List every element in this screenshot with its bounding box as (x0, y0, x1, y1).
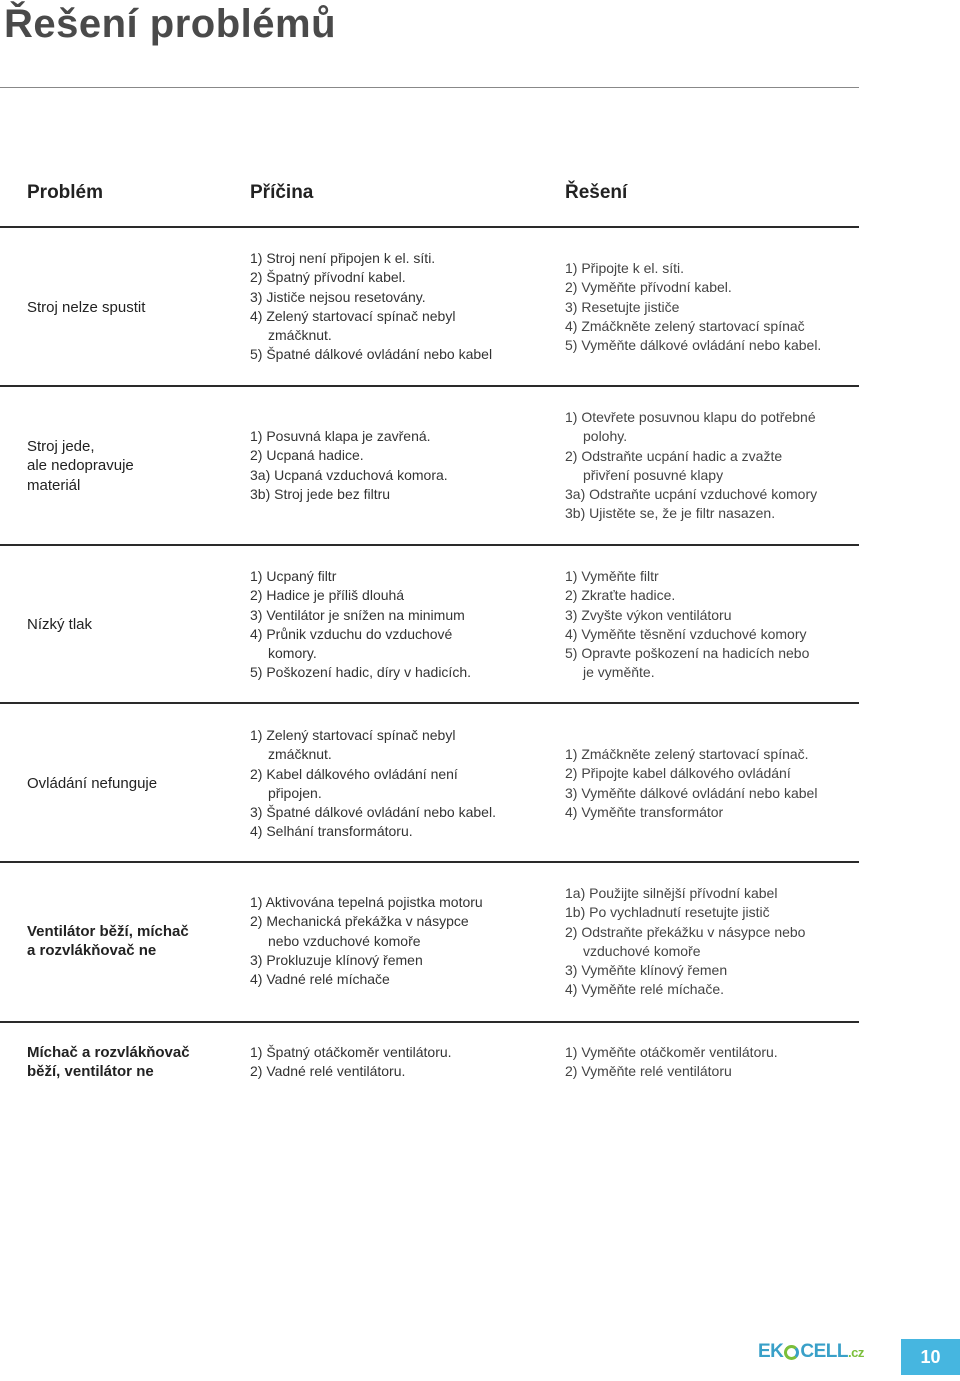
title-divider (0, 87, 859, 88)
header-solution: Řešení (565, 182, 628, 203)
solution-line: 1) Vyměňte otáčkoměr ventilátoru. (565, 1044, 778, 1060)
cause-line: zmáčknut. (268, 327, 332, 344)
solution-line: 5) Vyměňte dálkové ovládání nebo kabel. (565, 337, 822, 354)
solution-line: 4) Vyměňte transformátor (565, 803, 724, 820)
cause-line: komory. (268, 645, 317, 662)
row-divider (0, 702, 859, 704)
solution-line: polohy. (583, 428, 628, 445)
solution-cell (565, 408, 860, 524)
cause-line: připojen. (268, 784, 322, 801)
row-divider (0, 1021, 859, 1023)
problem-line: běží, ventilátor ne (27, 1063, 154, 1081)
problem-cell (27, 437, 237, 495)
solution-line: 2) Vyměňte relé ventilátoru (565, 1063, 732, 1080)
problem-line: materiál (27, 476, 81, 494)
row-divider (0, 544, 859, 546)
header-divider (0, 226, 859, 228)
cause-line: 5) Špatné dálkové ovládání nebo kabel (250, 346, 493, 363)
cause-line: 5) Poškození hadic, díry v hadicích. (250, 664, 471, 681)
logo-text-cz: .cz (848, 1345, 864, 1360)
cause-cell (250, 567, 545, 683)
table-header (0, 182, 859, 212)
problem-cell (27, 774, 237, 793)
problem-cell (27, 922, 237, 961)
solution-cell (565, 567, 860, 683)
cause-cell (250, 249, 545, 365)
cause-line: 1) Stroj není připojen k el. síti. (250, 250, 436, 266)
row-divider (0, 861, 859, 863)
solution-line: 3b) Ujistěte se, že je filtr nasazen. (565, 505, 776, 522)
problem-line: Ovládání nefunguje (27, 775, 158, 792)
logo-recycle-icon (784, 1345, 799, 1360)
solution-line: 3) Resetujte jističe (565, 298, 680, 315)
solution-line: 3) Zvyšte výkon ventilátoru (565, 606, 732, 623)
cause-cell (250, 427, 545, 504)
solution-line: 1) Vyměňte filtr (565, 568, 659, 584)
solution-cell (565, 1043, 860, 1082)
page-title: Řešení problémů (4, 2, 337, 46)
problem-cell (27, 298, 237, 317)
cause-line: 3) Jističe nejsou resetovány. (250, 288, 426, 305)
cause-line: 2) Špatný přívodní kabel. (250, 269, 406, 286)
cause-line: 3a) Ucpaná vzduchová komora. (250, 466, 448, 483)
solution-cell (565, 884, 860, 1000)
cause-line: 2) Vadné relé ventilátoru. (250, 1063, 406, 1080)
solution-line: 1) Připojte k el. síti. (565, 260, 685, 276)
solution-line: 2) Odstraňte ucpání hadic a zvažte (565, 447, 783, 464)
solution-line: 1) Zmáčkněte zelený startovací spínač. (565, 746, 809, 762)
cause-line: 4) Průnik vzduchu do vzduchové (250, 625, 453, 642)
solution-line: vzduchové komoře (583, 942, 701, 959)
solution-line: 2) Vyměňte přívodní kabel. (565, 279, 732, 296)
solution-line: 2) Zkraťte hadice. (565, 587, 676, 604)
solution-line: 5) Opravte poškození na hadicích nebo (565, 645, 810, 662)
solution-line: 4) Vyměňte relé míchače. (565, 981, 724, 998)
cause-line: 2) Ucpaná hadice. (250, 447, 364, 464)
solution-line: 1) Otevřete posuvnou klapu do potřebné (565, 409, 816, 425)
solution-cell (565, 259, 860, 355)
cause-line: 1) Zelený startovací spínač nebyl (250, 727, 456, 743)
cause-line: 1) Špatný otáčkoměr ventilátoru. (250, 1044, 452, 1060)
problem-line: Stroj jede, (27, 438, 95, 455)
cause-line: 1) Posuvná klapa je zavřená. (250, 428, 431, 444)
problem-line: Nízký tlak (27, 616, 93, 633)
cause-line: 1) Ucpaný filtr (250, 568, 337, 584)
cause-line: 3) Ventilátor je snížen na minimum (250, 606, 465, 623)
header-cause: Příčina (250, 182, 314, 203)
solution-line: 3a) Odstraňte ucpání vzduchové komory (565, 486, 818, 503)
page-number: 10 (901, 1339, 960, 1375)
cause-line: 1) Aktivována tepelná pojistka motoru (250, 894, 483, 910)
cause-line: 3b) Stroj jede bez filtru (250, 485, 391, 502)
logo-text-ek: EK (758, 1341, 784, 1362)
cause-cell (250, 726, 545, 842)
header-problem: Problém (27, 182, 104, 203)
problem-line: Míchač a rozvlákňovač (27, 1044, 190, 1061)
solution-line: 4) Vyměňte těsnění vzduchové komory (565, 625, 807, 642)
cause-line: 4) Zelený startovací spínač nebyl (250, 307, 456, 324)
cause-line: nebo vzduchové komoře (268, 932, 421, 949)
cause-cell (250, 893, 545, 989)
solution-line: je vyměňte. (583, 664, 655, 681)
solution-line: přivření posuvné klapy (583, 466, 724, 483)
cause-line: 4) Selhání transformátoru. (250, 823, 413, 840)
problem-line: Ventilátor běží, míchač (27, 923, 189, 940)
solution-line: 4) Zmáčkněte zelený startovací spínač (565, 317, 805, 334)
solution-line: 1a) Použijte silnější přívodní kabel (565, 885, 778, 901)
solution-line: 2) Připojte kabel dálkového ovládání (565, 765, 791, 782)
ekocell-logo (758, 1341, 864, 1369)
problem-line: a rozvlákňovač ne (27, 942, 157, 960)
logo-text-cell: CELL (800, 1341, 849, 1362)
solution-line: 3) Vyměňte klínový řemen (565, 962, 728, 979)
cause-line: 2) Hadice je příliš dlouhá (250, 587, 405, 604)
solution-line: 1b) Po vychladnutí resetujte jistič (565, 904, 770, 921)
problem-cell (27, 1043, 237, 1082)
problem-cell (27, 615, 237, 634)
problem-line: Stroj nelze spustit (27, 299, 146, 316)
solution-line: 3) Vyměňte dálkové ovládání nebo kabel (565, 784, 818, 801)
cause-line: 3) Prokluzuje klínový řemen (250, 951, 423, 968)
solution-line: 2) Odstraňte překážku v násypce nebo (565, 923, 806, 940)
cause-line: 3) Špatné dálkové ovládání nebo kabel. (250, 804, 496, 821)
cause-cell (250, 1043, 545, 1082)
cause-line: 4) Vadné relé míchače (250, 971, 390, 988)
solution-cell (565, 745, 860, 822)
row-divider (0, 385, 859, 387)
cause-line: zmáčknut. (268, 746, 332, 763)
cause-line: 2) Mechanická překážka v násypce (250, 913, 469, 930)
problem-line: ale nedopravuje (27, 457, 134, 475)
cause-line: 2) Kabel dálkového ovládání není (250, 765, 458, 782)
